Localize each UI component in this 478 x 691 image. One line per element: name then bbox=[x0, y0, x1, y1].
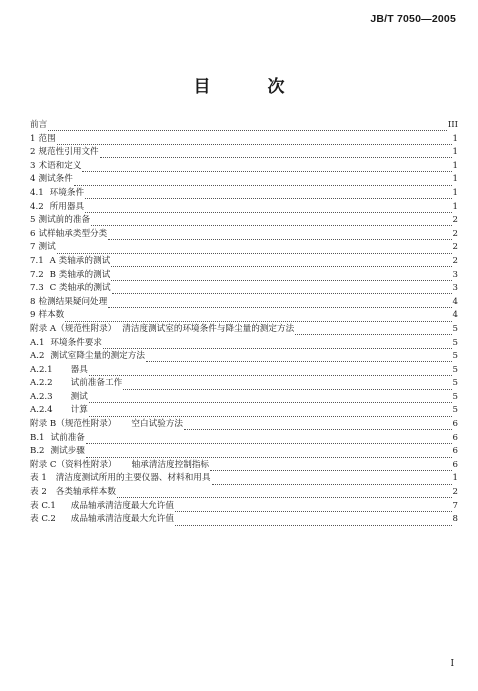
toc-leader-dots bbox=[89, 394, 452, 403]
toc-entry-page: 2 bbox=[452, 487, 458, 498]
toc-entry-number: 9 bbox=[30, 310, 36, 321]
toc-entry-title: 测试 bbox=[38, 242, 56, 253]
toc-entry-title: 所用器具 bbox=[49, 201, 85, 212]
toc-entry-title: 范围 bbox=[38, 133, 56, 144]
toc-leader-dots bbox=[146, 353, 452, 362]
table-of-contents bbox=[30, 119, 458, 527]
toc-leader-dots bbox=[85, 204, 451, 213]
toc-entry-page: 2 bbox=[452, 255, 458, 266]
toc-entry[interactable] bbox=[30, 160, 458, 174]
toc-entry-number: 表 C.2 bbox=[30, 514, 56, 525]
toc-entry-page: 5 bbox=[452, 391, 458, 402]
toc-entry-title: 前言 bbox=[30, 120, 48, 130]
toc-entry-number: 附录 B（规范性附录） bbox=[30, 419, 117, 430]
toc-entry-number: 4.1 bbox=[30, 187, 44, 198]
toc-leader-dots bbox=[65, 313, 451, 322]
toc-entry-number: 表 C.1 bbox=[30, 500, 56, 511]
toc-entry-number: B.1 bbox=[30, 432, 45, 443]
page-number: I bbox=[450, 659, 454, 669]
toc-entry-page: 5 bbox=[452, 351, 458, 362]
toc-entry-page: 3 bbox=[452, 283, 458, 294]
toc-entry-title: C 类轴承的测试 bbox=[49, 283, 111, 294]
toc-entry-number: 3 bbox=[30, 160, 36, 171]
toc-entry[interactable] bbox=[30, 187, 458, 201]
toc-leader-dots bbox=[89, 367, 452, 376]
toc-entry-title: 环境条件 bbox=[49, 187, 85, 198]
toc-leader-dots bbox=[57, 245, 452, 254]
toc-entry-page: 4 bbox=[452, 310, 458, 321]
toc-entry[interactable] bbox=[30, 391, 458, 405]
toc-entry-page: 5 bbox=[452, 364, 458, 375]
toc-entry-title: 术语和定义 bbox=[38, 160, 82, 171]
toc-entry-page: 1 bbox=[452, 201, 458, 212]
toc-entry-page: 1 bbox=[452, 187, 458, 198]
toc-entry-page: 2 bbox=[452, 215, 458, 226]
toc-leader-dots bbox=[295, 326, 451, 335]
toc-entry-title: 成品轴承清洁度最大允许值 bbox=[70, 514, 174, 525]
toc-entry-page: 2 bbox=[452, 242, 458, 253]
toc-entry-title: 检测结果疑问处理 bbox=[38, 296, 108, 307]
toc-entry-page: 4 bbox=[452, 296, 458, 307]
toc-entry-number: A.2.3 bbox=[30, 391, 53, 402]
toc-leader-dots bbox=[57, 136, 452, 145]
toc-entry-number: A.2.1 bbox=[30, 364, 53, 375]
toc-leader-dots bbox=[117, 489, 452, 498]
toc-entry-number: 2 bbox=[30, 147, 36, 158]
toc-entry-number: 表 2 bbox=[30, 487, 47, 498]
toc-leader-dots bbox=[48, 122, 447, 131]
toc-entry[interactable] bbox=[30, 486, 458, 500]
toc-entry[interactable] bbox=[30, 500, 458, 514]
toc-entry[interactable] bbox=[30, 214, 458, 228]
toc-entry-number: 7.2 bbox=[30, 269, 44, 280]
toc-entry[interactable] bbox=[30, 282, 458, 296]
toc-entry-page: 5 bbox=[452, 378, 458, 389]
toc-leader-dots bbox=[112, 285, 452, 294]
toc-entry[interactable] bbox=[30, 432, 458, 446]
toc-entry-number: 6 bbox=[30, 228, 36, 239]
toc-entry-number: 7.1 bbox=[30, 255, 44, 266]
toc-entry-number: 4.2 bbox=[30, 201, 44, 212]
toc-entry[interactable] bbox=[30, 377, 458, 391]
toc-leader-dots bbox=[111, 272, 451, 281]
toc-entry-title: 试前准备工作 bbox=[70, 378, 123, 389]
toc-entry-number: 5 bbox=[30, 215, 36, 226]
toc-entry-page: 6 bbox=[452, 459, 458, 470]
toc-entry-number: A.1 bbox=[30, 337, 45, 348]
toc-entry-title: 清洁度测试室的环境条件与降尘量的测定方法 bbox=[122, 323, 295, 334]
toc-entry[interactable] bbox=[30, 173, 458, 187]
toc-leader-dots bbox=[184, 421, 452, 430]
toc-entry-page: 5 bbox=[452, 405, 458, 416]
toc-entry-title: 规范性引用文件 bbox=[38, 147, 99, 158]
toc-leader-dots bbox=[175, 503, 452, 512]
toc-entry[interactable] bbox=[30, 337, 458, 351]
toc-entry-title: 器具 bbox=[70, 364, 88, 375]
toc-entry-number: 4 bbox=[30, 174, 36, 185]
toc-entry-page: 1 bbox=[452, 133, 458, 144]
toc-entry[interactable] bbox=[30, 146, 458, 160]
toc-entry[interactable] bbox=[30, 228, 458, 242]
toc-leader-dots bbox=[111, 258, 451, 267]
toc-leader-dots bbox=[108, 231, 451, 240]
toc-leader-dots bbox=[103, 340, 452, 349]
toc-entry[interactable] bbox=[30, 133, 458, 147]
toc-entry-page: 8 bbox=[452, 514, 458, 525]
toc-entry-page: 7 bbox=[452, 500, 458, 511]
toc-entry-title: 测试条件 bbox=[38, 174, 73, 185]
toc-entry[interactable] bbox=[30, 513, 458, 527]
toc-entry-number: B.2 bbox=[30, 446, 45, 457]
toc-entry-page: 6 bbox=[452, 419, 458, 430]
toc-entry-page: III bbox=[447, 120, 458, 130]
toc-entry-number: A.2 bbox=[30, 351, 45, 362]
toc-entry-page: 2 bbox=[452, 228, 458, 239]
toc-entry-number: 1 bbox=[30, 133, 36, 144]
toc-leader-dots bbox=[89, 408, 452, 417]
toc-entry-page: 1 bbox=[452, 174, 458, 185]
toc-entry-title: 测试前的准备 bbox=[38, 215, 91, 226]
toc-leader-dots bbox=[82, 163, 451, 172]
toc-entry[interactable] bbox=[30, 404, 458, 418]
toc-entry[interactable] bbox=[30, 269, 458, 283]
toc-entry-number: 8 bbox=[30, 296, 36, 307]
toc-leader-dots bbox=[210, 462, 452, 471]
toc-entry-title: 空白试验方法 bbox=[131, 419, 183, 430]
toc-entry[interactable] bbox=[30, 309, 458, 323]
toc-leader-dots bbox=[108, 299, 451, 308]
toc-entry-title: 计算 bbox=[70, 405, 88, 416]
toc-entry[interactable] bbox=[30, 459, 458, 473]
toc-leader-dots bbox=[123, 381, 451, 390]
toc-entry-page: 1 bbox=[452, 473, 458, 484]
toc-leader-dots bbox=[86, 435, 452, 444]
toc-entry-title: 试样轴承类型分类 bbox=[38, 228, 108, 239]
toc-entry-title: 测试步骤 bbox=[50, 446, 85, 457]
toc-entry[interactable] bbox=[30, 255, 458, 269]
toc-entry-title: 清洁度测试所用的主要仪器、材料和用具 bbox=[55, 473, 211, 484]
toc-entry-number: 7 bbox=[30, 242, 36, 253]
page-title: 目 次 bbox=[193, 77, 305, 97]
toc-entry-title: 环境条件要求 bbox=[50, 337, 102, 348]
toc-entry[interactable] bbox=[30, 472, 458, 486]
toc-leader-dots bbox=[86, 449, 452, 458]
toc-entry-title: A 类轴承的测试 bbox=[49, 255, 111, 266]
toc-entry[interactable] bbox=[30, 296, 458, 310]
toc-leader-dots bbox=[74, 177, 452, 186]
toc-entry-number: A.2.4 bbox=[30, 405, 53, 416]
toc-leader-dots bbox=[91, 217, 451, 226]
toc-entry[interactable] bbox=[30, 364, 458, 378]
toc-entry-title: 测试室降尘量的测定方法 bbox=[50, 351, 145, 362]
toc-entry-number: A.2.2 bbox=[30, 378, 53, 389]
toc-entry-title: B 类轴承的测试 bbox=[49, 269, 111, 280]
toc-entry-title: 样本数 bbox=[38, 310, 65, 321]
toc-leader-dots bbox=[100, 149, 452, 158]
toc-entry[interactable] bbox=[30, 119, 458, 133]
toc-entry[interactable] bbox=[30, 418, 458, 432]
toc-entry[interactable] bbox=[30, 350, 458, 364]
toc-entry[interactable] bbox=[30, 201, 458, 215]
toc-entry-title: 各类轴承样本数 bbox=[55, 487, 116, 498]
document-code: JB/T 7050—2005 bbox=[370, 13, 456, 25]
toc-leader-dots bbox=[175, 517, 452, 526]
toc-entry-page: 6 bbox=[452, 446, 458, 457]
toc-entry-page: 5 bbox=[452, 337, 458, 348]
toc-entry-number: 7.3 bbox=[30, 283, 44, 294]
toc-entry-page: 1 bbox=[452, 147, 458, 158]
toc-entry-number: 表 1 bbox=[30, 473, 47, 484]
toc-entry[interactable] bbox=[30, 323, 458, 337]
toc-entry-title: 测试 bbox=[70, 391, 88, 402]
toc-leader-dots bbox=[212, 476, 452, 485]
toc-entry-number: 附录 C（资料性附录） bbox=[30, 459, 117, 470]
toc-entry-title: 成品轴承清洁度最大允许值 bbox=[70, 500, 174, 511]
toc-entry-page: 1 bbox=[452, 160, 458, 171]
toc-entry-title: 轴承清洁度控制指标 bbox=[131, 459, 210, 470]
toc-entry[interactable] bbox=[30, 241, 458, 255]
toc-entry-title: 试前准备 bbox=[50, 432, 85, 443]
toc-entry-number: 附录 A（规范性附录） bbox=[30, 323, 117, 334]
toc-entry-page: 6 bbox=[452, 432, 458, 443]
toc-entry-page: 5 bbox=[452, 323, 458, 334]
toc-entry-page: 3 bbox=[452, 269, 458, 280]
toc-leader-dots bbox=[85, 190, 451, 199]
toc-entry[interactable] bbox=[30, 445, 458, 459]
